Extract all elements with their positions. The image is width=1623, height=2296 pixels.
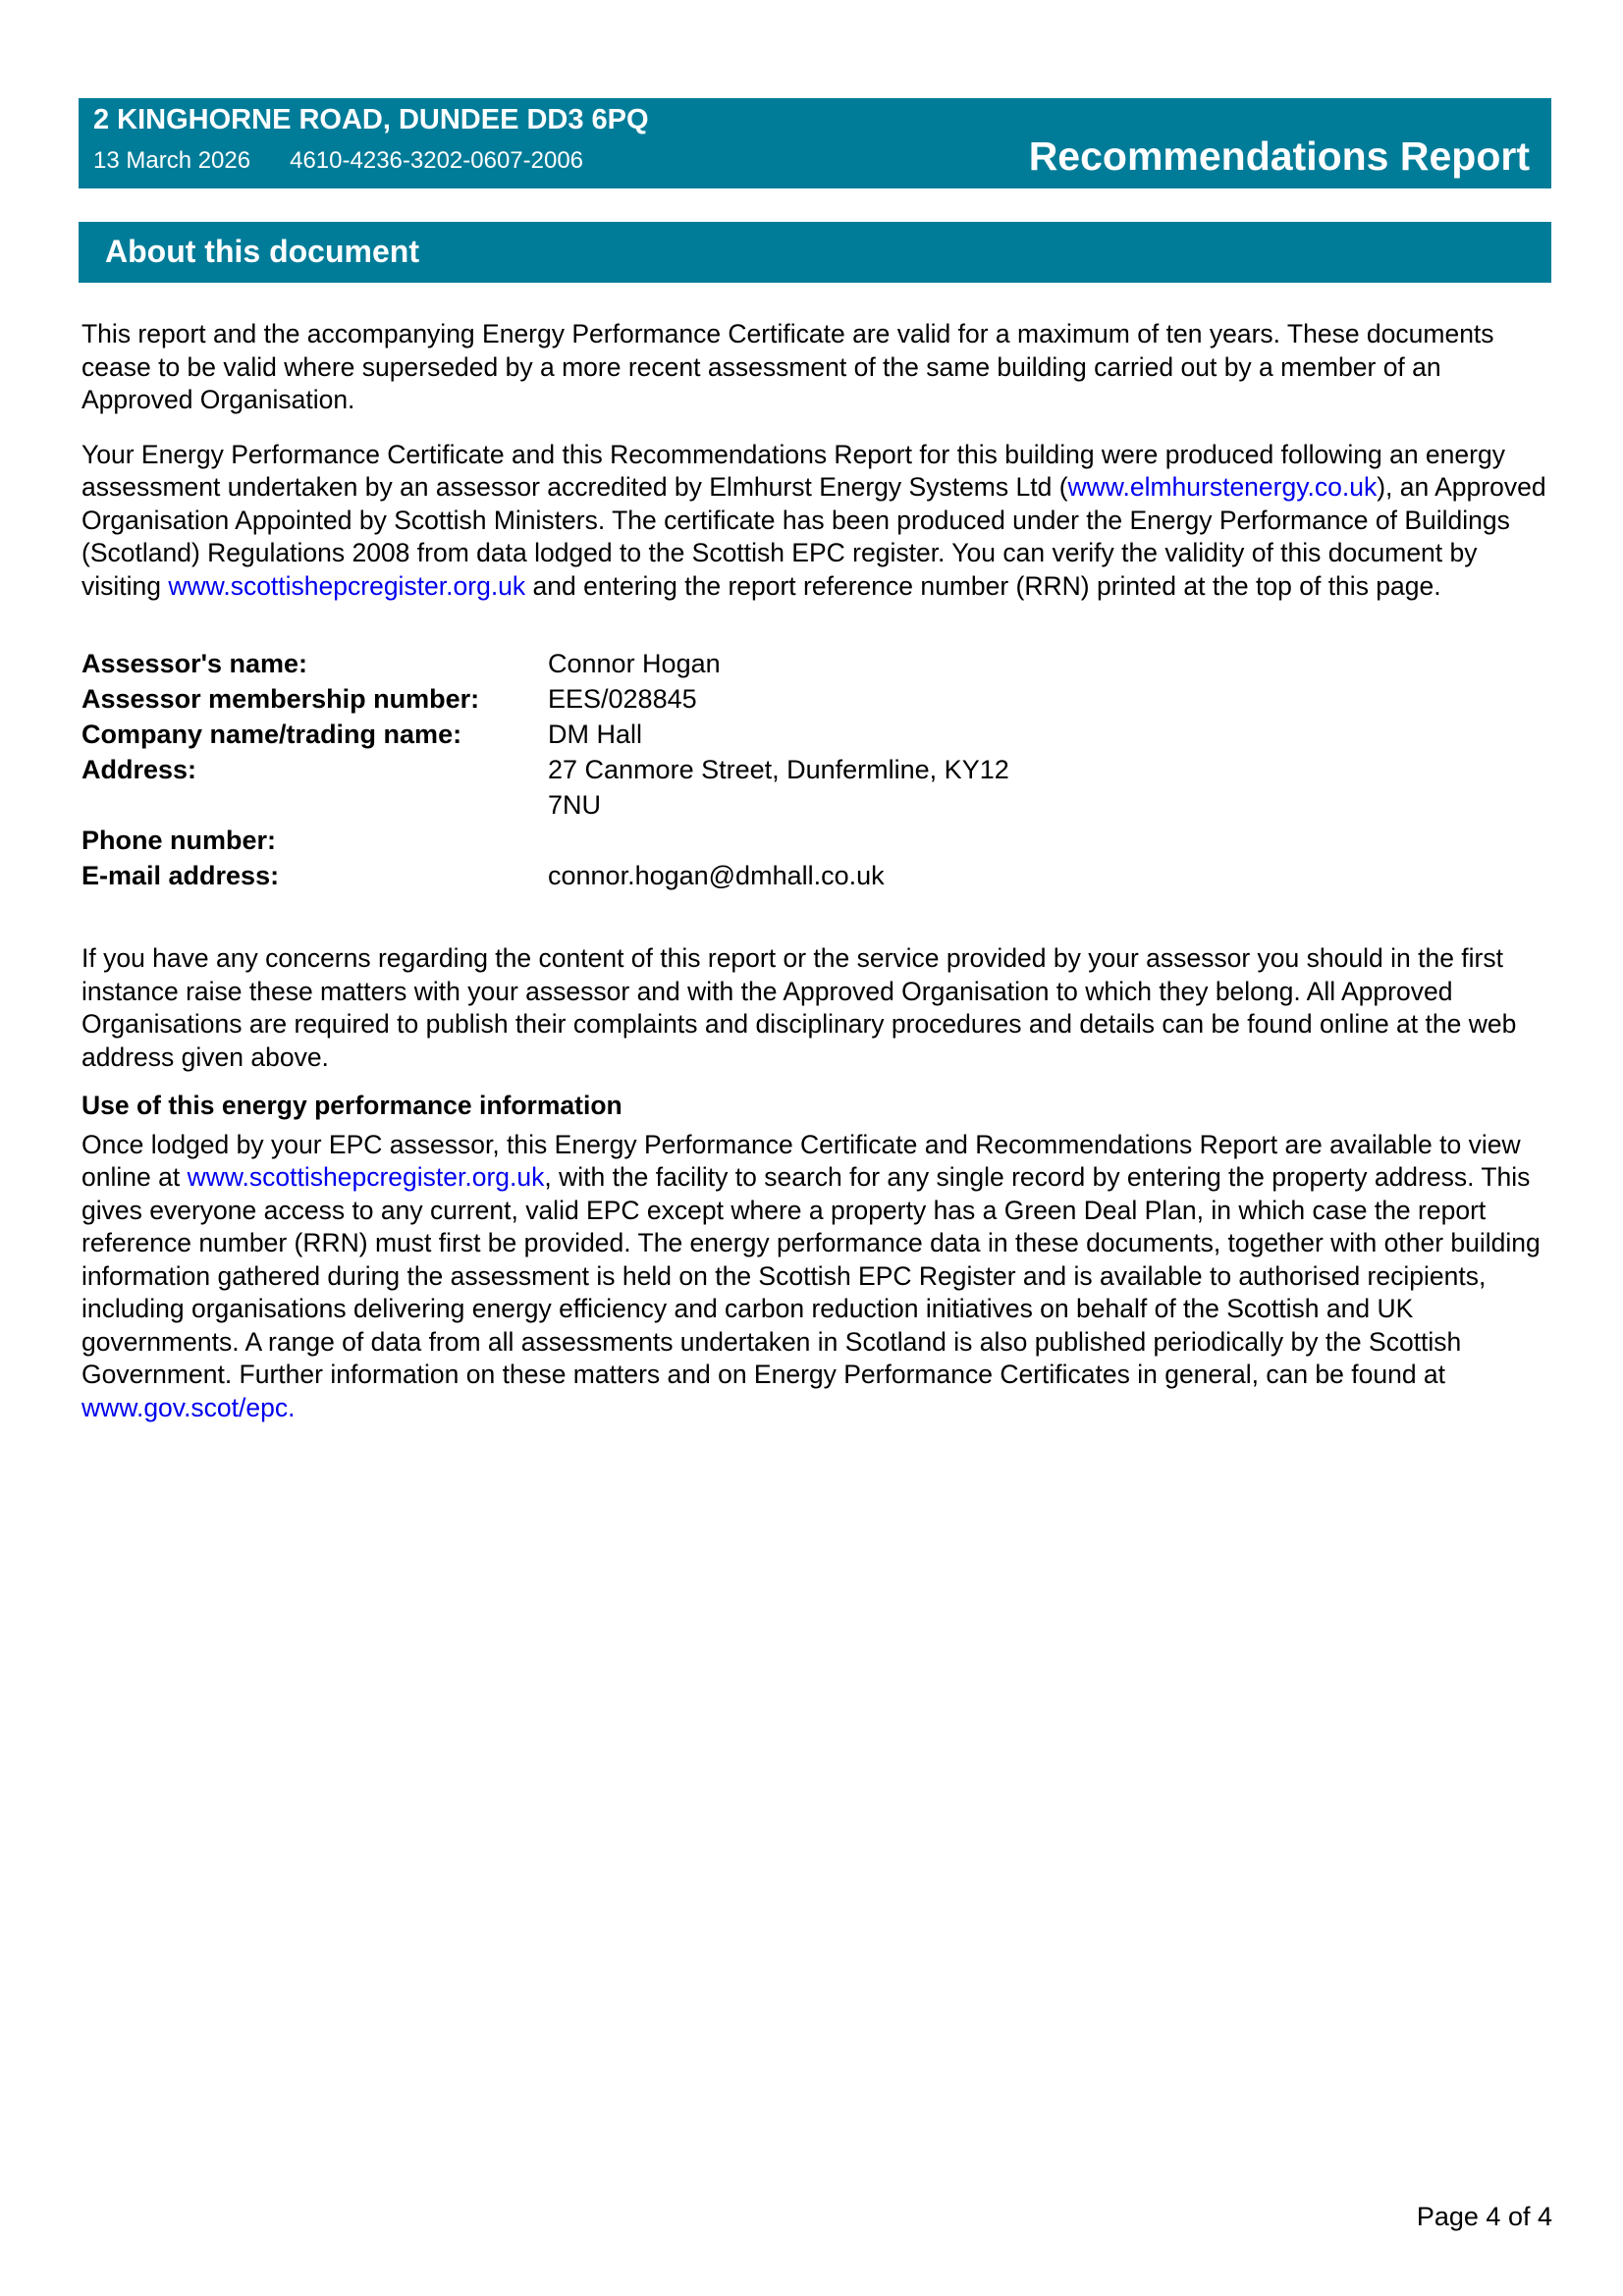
- document-body: [81, 318, 1554, 1446]
- email-label: E-mail address:: [81, 861, 280, 890]
- assessment-paragraph: Your Energy Performance Certificate and this Recommendations Report for this building were produced following an energy assessment undertaken by an assessor accredited by Elmhurst Energy Systems Ltd (www.elmhurstenergy.co.uk), an Approved Organisation Appointed by Scottish Ministers. The certificate has been produced under the Energy Performance of Buildings (Scotland) Regulations 2008 from data lodged to the Scottish EPC register. You can verify the validity of this document by visiting www.scottishepcregister.org.uk and entering the report reference number (RRN) printed at the top of this page.: [81, 439, 1546, 601]
- email-address: connor.hogan@dmhall.co.uk: [548, 861, 885, 890]
- section-banner: [79, 222, 1551, 283]
- phone-number: [548, 823, 1098, 858]
- report-title: Recommendations Report: [1028, 133, 1530, 179]
- assessor-details: [81, 646, 1554, 893]
- company-name: DM Hall: [548, 720, 643, 749]
- report-reference-number: 4610-4236-3202-0607-2006: [290, 147, 584, 174]
- concerns-paragraph: If you have any concerns regarding the content of this report or the service provided by your assessor you should in the first instance raise these matters with your assessor and with the Approved Organisation to which they belong. All Approved Organisations are required to publish their complaints and disciplinary procedures and details can be found online at the web address given above.: [81, 943, 1517, 1072]
- phone-label: Phone number:: [81, 826, 277, 855]
- membership-label: Assessor membership number:: [81, 684, 480, 714]
- assessor-address: 27 Canmore Street, Dunfermline, KY12 7NU: [548, 755, 1009, 820]
- epc-register-link-2[interactable]: www.scottishepcregister.org.uk: [187, 1162, 545, 1192]
- assessor-name-label: Assessor's name:: [81, 649, 308, 678]
- use-info-paragraph: Once lodged by your EPC assessor, this Energy Performance Certificate and Recommendations Report are available to view online at www.scottishepcregister.org.uk, with the facility to search for any single record by entering the property address. This gives everyone access to any current, valid EPC except where a property has a Green Deal Plan, in which case the report reference number (RRN) must first be provided. The energy performance data in these documents, together with other building information gathered during the assessment is held on the Scottish EPC Register and is available to authorised recipients, including organisations delivering energy efficiency and carbon reduction initiatives on behalf of the Scottish and UK governments. A range of data from all assessments undertaken in Scotland is also published periodically by the Scottish Government. Further information on these matters and on Energy Performance Certificates in general, can be found at www.gov.scot/epc.: [81, 1129, 1541, 1422]
- company-label: Company name/trading name:: [81, 720, 462, 749]
- validity-paragraph: This report and the accompanying Energy Performance Certificate are valid for a maximum of ten years. These documents cease to be valid where superseded by a more recent assessment of the same building carried out by a member of an Approved Organisation.: [81, 319, 1494, 414]
- assessor-name: Connor Hogan: [548, 649, 721, 678]
- use-info-heading: Use of this energy performance information: [81, 1091, 622, 1120]
- membership-number: EES/028845: [548, 684, 697, 714]
- header-banner: [79, 98, 1551, 188]
- elmhurst-link[interactable]: www.elmhurstenergy.co.uk: [1067, 472, 1378, 502]
- header-meta: [93, 147, 583, 175]
- property-address: 2 KINGHORNE ROAD, DUNDEE DD3 6PQ: [93, 104, 649, 135]
- address-label: Address:: [81, 755, 197, 784]
- page-number: Page 4 of 4: [1416, 2202, 1552, 2231]
- gov-scot-epc-link[interactable]: www.gov.scot/epc.: [81, 1392, 296, 1422]
- epc-register-link[interactable]: www.scottishepcregister.org.uk: [168, 570, 526, 601]
- section-title: About this document: [105, 234, 419, 269]
- report-date: 13 March 2026: [93, 147, 251, 174]
